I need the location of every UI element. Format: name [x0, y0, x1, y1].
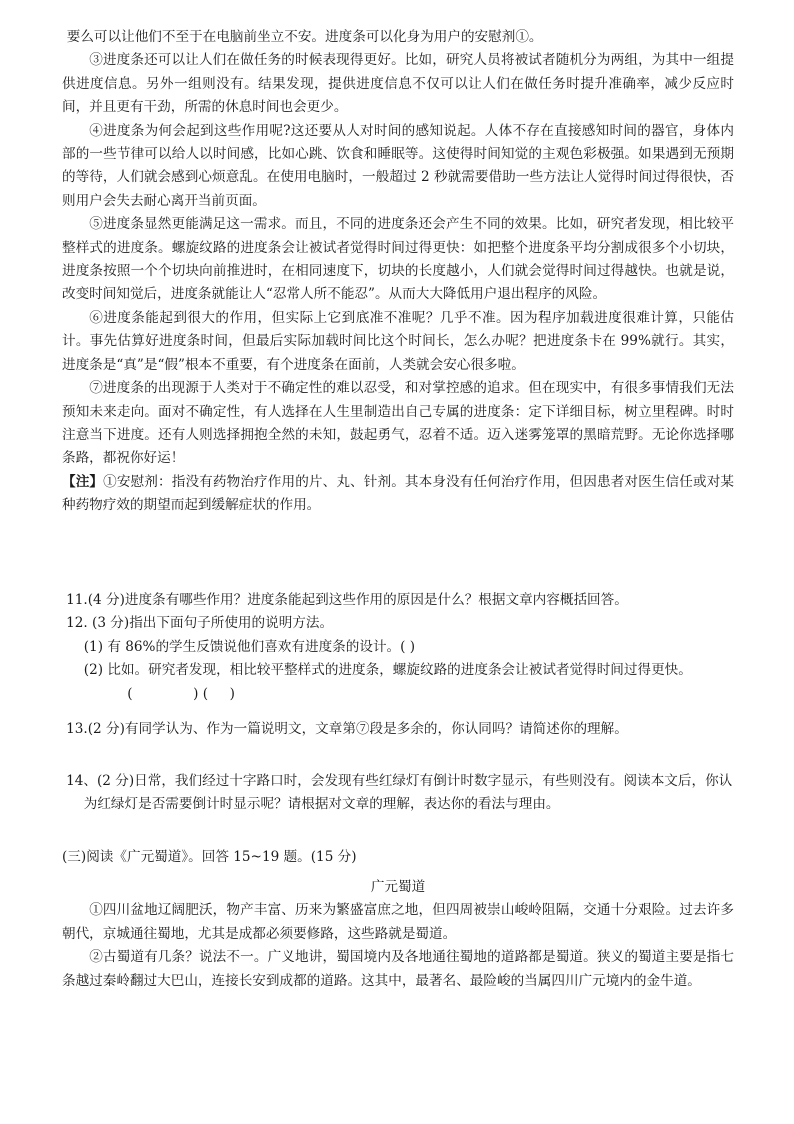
passage-title: 广元蜀道: [370, 879, 426, 895]
question-14: 14、(2 分)日常，我们经过十字路口时，会发现有些红绿灯有倒计时数字显示，有些则没有。阅读本文后，你认为红绿灯是否需要倒计时显示呢？请根据对文章的理解，表达你的看法与理由。: [66, 773, 733, 813]
question-block: [62, 589, 734, 706]
section-3-heading: (三)阅读《广元蜀道》。回答 15~19 题。(15 分): [62, 849, 357, 865]
footnote: [62, 471, 734, 518]
paragraph-4: ④进度条为何会起到这些作用呢?这还要从人对时间的感知说起。人体不存在直接感知时间的器官，身体内部的一些节律可以给人以时间感，比如心跳、饮食和睡眠等。这使得时间知觉的主观色彩极强。如果遇到无预期的等待，人们就会感到心烦意乱。在使用电脑时，一般超过 2 秒就需要借助一些方法让人觉得时间过得很快，否则用户会失去耐心离开当前页面。: [62, 122, 734, 209]
shudao-paragraph-2: ②古蜀道有几条？说法不一。广义地讲，蜀国境内及各地通往蜀地的道路都是蜀道。狭义的蜀道主要是指七条越过秦岭翻过大巴山，连接长安到成都的道路。这其中，最著名、最险峻的当属四川广元境内的金牛道。: [62, 949, 734, 989]
question-12-item-1: (1) 有 86%的学生反馈说他们喜欢有进度条的设计。( ): [83, 638, 416, 655]
paragraph-7: ⑦进度条的出现源于人类对于不确定性的难以忍受，和对掌控感的追求。但在现实中，有很多事情我们无法预知未来走向。面对不确定性，有人选择在人生里制造出自己专属的进度条：定下详细目标，树立里程碑。时时注意当下进度。还有人则选择拥抱全然的未知，鼓起勇气，忍着不适。迈入迷雾笼罩的黑暗荒野。无论你选择哪条路，都祝你好运！: [62, 380, 734, 467]
question-12-item-2: (2) 比如。研究者发现，相比较平整样式的进度条，螺旋纹路的进度条会让被试者觉得时间过得更快。: [83, 662, 692, 679]
question-12-item-2-blanks: ( ) ( ): [127, 685, 235, 702]
passage-progress-bar: [62, 26, 734, 518]
question-11: 11.(4 分)进度条有哪些作用？进度条能起到这些作用的原因是什么？根据文章内容概括回答。: [66, 592, 628, 608]
question-14-block: [62, 770, 734, 817]
paragraph-continued: 要么可以让他们不至于在电脑前坐立不安。进度条可以化身为用户的安慰剂①。: [66, 29, 543, 45]
paragraph-6: ⑥进度条能起到很大的作用，但实际上它到底准不准呢？几乎不准。因为程序加载进度很难计算，只能估计。事先估算好进度条时间，但最后实际加载时间比这个时间长，怎么办呢？把进度条卡在 99%就行。其实，进度条是“真”是“假”根本不重要，有个进度条在面前，人类就会安心很多啦。: [62, 309, 734, 373]
paragraph-3: ③进度条还可以让人们在做任务的时候表现得更好。比如，研究人员将被试者随机分为两组，为其中一组提供进度信息。另外一组则没有。结果发现，提供进度信息不仅可以让人们在做任务时提升准确率，减少反应时间，并且更有干劲，所需的休息时间也会更少。: [62, 52, 734, 116]
section-3-block: [62, 846, 734, 869]
shudao-paragraph-1: ①四川盆地辽阔肥沃，物产丰富、历来为繁盛富庶之地，但四周被崇山峻岭阻隔，交通十分艰险。过去许多朝代，京城通往蜀地，尤其是成都必须要修路，这些路就是蜀道。: [62, 902, 734, 942]
question-13: 13.(2 分)有同学认为、作为一篇说明文，文章第⑦段是多余的，你认同吗？请简述你的理解。: [66, 721, 628, 737]
footnote-text: ①安慰剂：指没有药物治疗作用的片、丸、针剂。其本身没有任何治疗作用，但因患者对医生信任或对某种药物疗效的期望而起到缓解症状的作用。: [62, 473, 735, 514]
question-12: 12. (3 分)指出下面句子所使用的说明方法。: [66, 615, 334, 632]
footnote-label: 【注】: [62, 473, 104, 490]
paragraph-5: ⑤进度条显然更能满足这一需求。而且，不同的进度条还会产生不同的效果。比如，研究者发现，相比较平整样式的进度条。螺旋纹路的进度条会让被试者觉得时间过得更快：如把整个进度条平均分割成很多个小切块，进度条按照一个个切块向前推进时，在相同速度下，切块的长度越小，人们就会觉得时间过得越快。也就是说，改变时间知觉后，进度条就能让人“忍常人所不能忍”。从而大大降低用户退出程序的风险。: [62, 216, 734, 303]
question-13-block: [62, 718, 734, 741]
shudao-passage: [62, 876, 734, 993]
